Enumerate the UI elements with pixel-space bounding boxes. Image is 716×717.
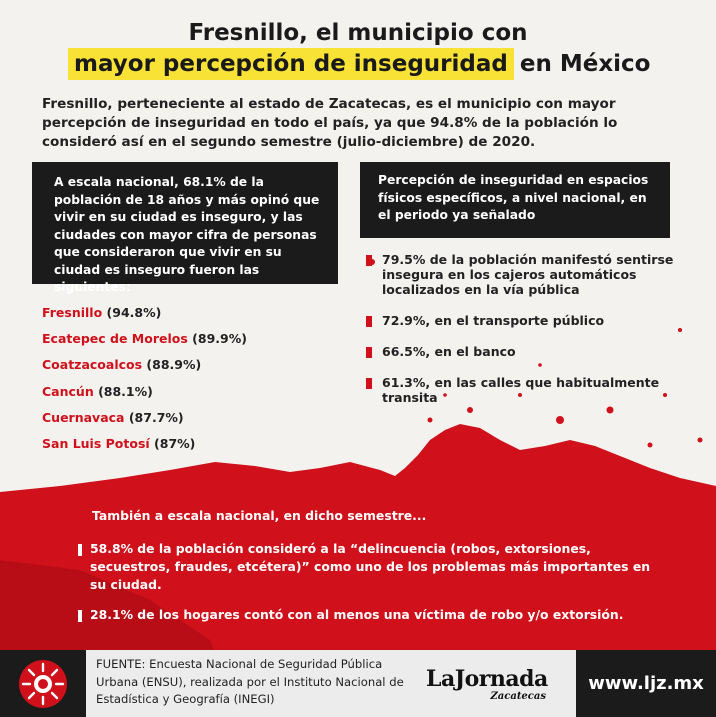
city-name: Fresnillo <box>42 305 103 320</box>
sun-logo-icon <box>17 658 69 710</box>
spaces-perception-box <box>360 162 670 238</box>
bottom-item-text: 58.8% de la población consideró a la “delincuencia (robos, extorsiones, secuestros, fraudes, etcétera)” como uno de los problemas más importantes en su ciudad. <box>90 541 651 592</box>
city-name: San Luis Potosí <box>42 435 150 451</box>
city-name: Cancún <box>42 383 94 399</box>
national-perception-text: A escala nacional, 68.1% de la población de 18 años y más opinó que vivir en su ciudad es inseguro, y las ciudades con mayor cifra de personas que consideraron que vivir en su ciudad es inseguro fueron las siguientes: <box>54 175 320 294</box>
city-name: Coatzacoalcos <box>42 357 143 373</box>
bottom-item <box>78 540 658 594</box>
bottom-item-text: 28.1% de los hogares contó con al menos una víctima de robo y/o extorsión. <box>90 607 624 622</box>
list-item <box>42 433 247 459</box>
stat-text: 79.5% de la población manifestó sentirse insegura en los cajeros automáticos localizados en la vía pública <box>382 252 674 297</box>
stat-text: 61.3%, en las calles que habitualmente transita <box>382 375 660 405</box>
bullet-bar-icon <box>366 316 372 327</box>
city-percent: (89.9%) <box>192 331 247 347</box>
list-item <box>42 381 247 407</box>
stat-item <box>366 252 686 297</box>
stat-item <box>366 375 686 405</box>
bullet-bar-icon <box>366 378 372 389</box>
stat-item <box>366 344 686 359</box>
brand-name: LaJornada <box>426 666 548 692</box>
stat-item <box>366 313 686 328</box>
footer-logo-box <box>0 650 86 717</box>
list-item <box>42 407 247 433</box>
bullet-bar-icon <box>78 544 82 556</box>
bottom-lead: También a escala nacional, en dicho semestre... <box>92 508 427 523</box>
city-name: Cuernavaca <box>42 409 125 425</box>
title-line-2 <box>68 48 650 80</box>
source-text: FUENTE: Encuesta Nacional de Seguridad Pública Urbana (ENSU), realizada por el Instituto Nacional de Estadística y Geografía (INEGI) <box>96 657 404 706</box>
title-line-1: Fresnillo, el municipio con <box>188 20 528 46</box>
city-name: Ecatepec de Morelos <box>42 331 188 347</box>
list-item <box>42 302 247 328</box>
intro-paragraph: Fresnillo, perteneciente al estado de Zacatecas, es el municipio con mayor percepción de inseguridad en todo el país, ya que 94.8% de la población lo consideró así en el segundo semestre (julio-diciembre) de 2020. <box>42 96 618 150</box>
title-highlight: mayor percepción de inseguridad <box>68 48 514 80</box>
list-item <box>42 328 247 354</box>
bottom-item <box>78 606 678 624</box>
city-percent: (94.8%) <box>106 305 162 320</box>
national-perception-box <box>32 162 338 294</box>
bullet-bar-icon <box>366 347 372 358</box>
brand-logo <box>426 666 556 706</box>
spaces-perception-text: Percepción de inseguridad en espacios físicos específicos, a nivel nacional, en el periodo ya señalado <box>378 173 649 222</box>
stat-text: 66.5%, en el banco <box>382 344 516 359</box>
city-list <box>42 302 247 459</box>
footer-source-bar <box>86 650 576 717</box>
title-rest: en México <box>519 51 651 77</box>
stat-text: 72.9%, en el transporte público <box>382 313 605 328</box>
website-link[interactable]: www.ljz.mx <box>576 650 716 717</box>
bullet-bar-icon <box>366 255 372 266</box>
city-percent: (87%) <box>154 435 196 451</box>
city-percent: (87.7%) <box>128 409 184 425</box>
city-percent: (88.9%) <box>146 357 202 373</box>
brand-subtitle: Zacatecas <box>490 691 546 702</box>
list-item <box>42 354 247 380</box>
city-percent: (88.1%) <box>98 383 153 399</box>
bullet-bar-icon <box>78 610 82 622</box>
spaces-stats-list <box>366 252 686 421</box>
